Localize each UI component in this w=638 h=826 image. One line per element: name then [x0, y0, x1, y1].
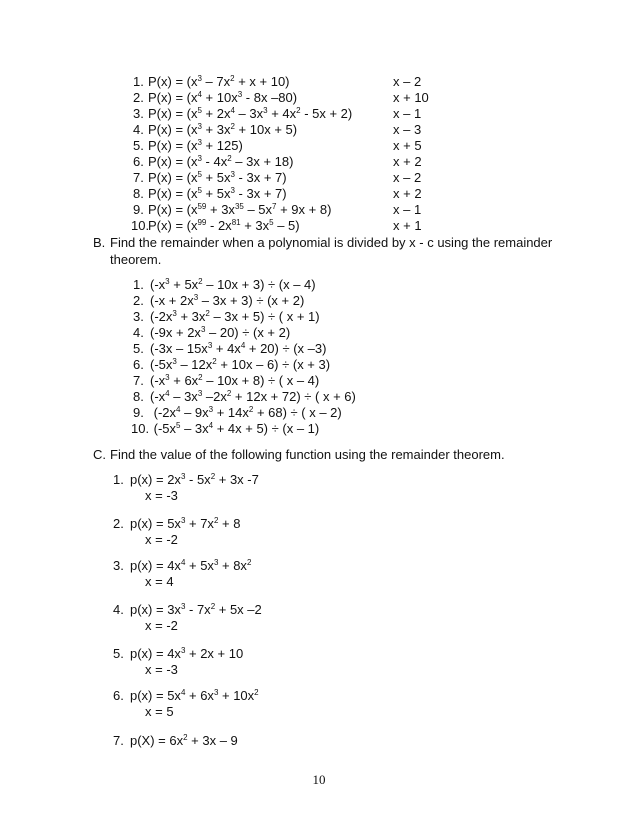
expression-part: P(x) = (x [148, 154, 198, 169]
division-expression [150, 325, 290, 340]
expression-part: P(x) = (x [148, 170, 198, 185]
expression-part: + 6x [185, 688, 214, 703]
exponent: 2 [183, 733, 188, 742]
item-number: 6. [133, 154, 144, 169]
expression-part: – 5x [243, 202, 273, 217]
expression-part: + 3x [176, 309, 206, 324]
expression-part: p(x) = 5x [130, 516, 181, 531]
x-value: x = 4 [145, 574, 174, 589]
polynomial-item [131, 218, 300, 233]
exponent: 2 [210, 602, 216, 611]
polynomial-item [133, 90, 297, 105]
item-number: 10. [131, 421, 150, 436]
expression-part: - 4x [201, 154, 228, 169]
divisor: x – 3 [393, 122, 422, 137]
expression-part: + 3x – 9 [187, 733, 238, 748]
division-item [133, 309, 320, 324]
polynomial-item [133, 122, 297, 137]
exponent: 2 [248, 405, 254, 414]
expression-part: + 10x [218, 688, 255, 703]
expression-part: - 3x + 7) [234, 170, 287, 185]
expression-part: + 12x + 72) ÷ ( x + 6) [231, 389, 356, 404]
expression-part: + 6x [169, 373, 199, 388]
expression-part: – 7x [201, 74, 231, 89]
section-b-label: B. [93, 235, 106, 250]
polynomial-expression [148, 202, 331, 217]
expression-part: + 10x + 5) [234, 122, 298, 137]
function-item [113, 516, 240, 531]
item-number: 1. [133, 277, 144, 292]
exponent: 2 [226, 389, 232, 398]
expression-part: p(x) = 5x [130, 688, 181, 703]
expression-part: – 12x [176, 357, 213, 372]
function-expression [130, 733, 238, 748]
exponent: 35 [234, 202, 244, 211]
exponent: 2 [296, 106, 301, 115]
divisor: x + 5 [393, 138, 422, 153]
polynomial-expression [148, 218, 300, 233]
expression-part: - 7x [185, 602, 211, 617]
exponent: 3 [180, 646, 186, 655]
x-value: x = -3 [145, 662, 178, 677]
expression-part: (-9x + 2x [150, 325, 201, 340]
polynomial-expression [148, 122, 297, 137]
divisor: x + 10 [393, 90, 429, 105]
expression-part: – 5) [273, 218, 300, 233]
division-item [133, 373, 319, 388]
expression-part: + 9x + 8) [276, 202, 332, 217]
expression-part: – 3x [180, 421, 209, 436]
expression-part: + 3x [240, 218, 270, 233]
exponent: 81 [231, 218, 241, 227]
exponent: 2 [213, 516, 219, 525]
exponent: 4 [230, 106, 235, 115]
expression-part: + 2x + 10 [185, 646, 244, 661]
division-expression [150, 309, 320, 324]
expression-part: P(x) = (x [148, 122, 198, 137]
item-number: 3. [133, 106, 144, 121]
item-number: 9. [133, 202, 144, 217]
division-item [133, 389, 356, 404]
expression-part: (-5x [150, 421, 176, 436]
expression-part: (-x [150, 389, 166, 404]
expression-part: P(x) = (x [148, 186, 198, 201]
polynomial-item [133, 202, 331, 217]
division-expression [150, 357, 330, 372]
division-item [131, 421, 319, 436]
function-expression [130, 558, 251, 573]
expression-part: + 4x [267, 106, 297, 121]
item-number: 2. [133, 90, 144, 105]
expression-part: – 10x + 3) ÷ (x – 4) [202, 277, 316, 292]
divisor: x + 2 [393, 186, 422, 201]
exponent: 3 [213, 558, 219, 567]
function-item [113, 558, 251, 573]
polynomial-expression [148, 90, 297, 105]
exponent: 3 [208, 405, 214, 414]
exponent: 3 [193, 293, 199, 302]
division-item [133, 341, 326, 356]
item-number: 4. [133, 122, 144, 137]
item-number: 2. [113, 516, 124, 531]
exponent: 3 [230, 170, 235, 179]
exponent: 3 [237, 90, 243, 99]
exponent: 3 [197, 122, 202, 131]
division-item [133, 357, 330, 372]
expression-part: P(x) = (x [148, 90, 198, 105]
exponent: 3 [172, 309, 177, 318]
divisor: x – 2 [393, 74, 422, 89]
expression-part: + 5x [185, 558, 214, 573]
function-expression [130, 602, 262, 617]
polynomial-expression [148, 154, 293, 169]
exponent: 7 [272, 202, 277, 211]
exponent: 3 [197, 138, 202, 147]
expression-part: – 3x + 3) ÷ (x + 2) [198, 293, 305, 308]
exponent: 3 [213, 688, 219, 697]
polynomial-item [133, 74, 290, 89]
exponent: 4 [176, 405, 181, 414]
x-value: x = -2 [145, 532, 178, 547]
exponent: 5 [269, 218, 274, 227]
expression-part: + 10x – 6) ÷ (x + 3) [216, 357, 331, 372]
division-expression [150, 405, 342, 420]
expression-part: (-2x [150, 309, 173, 324]
item-number: 4. [113, 602, 124, 617]
division-expression [150, 389, 356, 404]
function-item [113, 688, 259, 703]
item-number: 1. [133, 74, 144, 89]
item-number: 5. [113, 646, 124, 661]
expression-part: (-x [150, 277, 166, 292]
exponent: 4 [240, 341, 246, 350]
divisor: x + 2 [393, 154, 422, 169]
exponent: 2 [198, 277, 203, 286]
expression-part: - 8x –80) [242, 90, 298, 105]
item-number: 7. [133, 170, 144, 185]
expression-part: p(X) = 6x [130, 733, 184, 748]
exponent: 3 [180, 472, 186, 481]
exponent: 3 [172, 357, 177, 366]
section-c-title-text: Find the value of the following function using the remainder theorem. [110, 447, 505, 462]
expression-part: + 10x [201, 90, 238, 105]
divisor: x + 1 [393, 218, 422, 233]
exponent: 5 [176, 421, 181, 430]
exponent: 3 [263, 106, 268, 115]
exponent: 2 [254, 688, 259, 697]
polynomial-item [133, 154, 293, 169]
item-number: 7. [133, 373, 144, 388]
expression-part: + 5x [201, 170, 231, 185]
expression-part: + 7x [185, 516, 214, 531]
divisor: x – 1 [393, 202, 422, 217]
exponent: 59 [197, 202, 207, 211]
expression-part: + 3x -7 [215, 472, 259, 487]
exponent: 2 [227, 154, 232, 163]
expression-part: –2x [202, 389, 227, 404]
function-item [113, 472, 259, 487]
polynomial-item [133, 170, 287, 185]
expression-part: + x + 10) [234, 74, 290, 89]
exponent: 99 [197, 218, 207, 227]
expression-part: P(x) = (x [148, 218, 198, 233]
division-expression [150, 341, 326, 356]
division-item [133, 293, 304, 308]
page-number: 10 [312, 772, 326, 787]
exponent: 4 [165, 389, 170, 398]
divisor: x – 1 [393, 106, 422, 121]
exponent: 2 [198, 373, 203, 382]
function-expression [130, 472, 259, 487]
exponent: 2 [230, 122, 235, 131]
x-value: x = 5 [145, 704, 174, 719]
section-b-title-line2: theorem. [110, 252, 162, 267]
expression-part: (-5x [150, 357, 173, 372]
item-number: 5. [133, 138, 144, 153]
expression-part: (-x [150, 373, 166, 388]
item-number: 5. [133, 341, 144, 356]
expression-part: – 3x + 5) ÷ ( x + 1) [209, 309, 320, 324]
expression-part: + 5x [169, 277, 199, 292]
polynomial-expression [148, 186, 287, 201]
expression-part: + 5x –2 [215, 602, 262, 617]
item-number: 8. [133, 389, 144, 404]
exponent: 3 [200, 325, 206, 334]
exponent: 4 [208, 421, 214, 430]
expression-part: p(x) = 2x [130, 472, 181, 487]
exponent: 3 [165, 277, 170, 286]
expression-part: + 3x [206, 202, 235, 217]
expression-part: (-2x [150, 405, 176, 420]
item-number: 3. [133, 309, 144, 324]
expression-part: - 3x + 7) [234, 186, 287, 201]
exponent: 5 [197, 106, 202, 115]
item-number: 2. [133, 293, 144, 308]
exponent: 4 [197, 90, 202, 99]
division-expression [150, 421, 319, 436]
expression-part: + 8x [218, 558, 247, 573]
expression-part: P(x) = (x [148, 74, 198, 89]
item-number: 3. [113, 558, 124, 573]
division-expression [150, 277, 316, 292]
expression-part: – 10x + 8) ÷ ( x – 4) [202, 373, 320, 388]
x-value: x = -3 [145, 488, 178, 503]
expression-part: – 20) ÷ (x + 2) [205, 325, 291, 340]
polynomial-item [133, 186, 287, 201]
exponent: 2 [230, 74, 235, 83]
expression-part: - 5x [185, 472, 211, 487]
function-item [113, 733, 238, 748]
exponent: 4 [180, 558, 186, 567]
expression-part: + 2x [201, 106, 231, 121]
expression-part: - 5x + 2) [300, 106, 353, 121]
exponent: 2 [210, 472, 216, 481]
exponent: 3 [230, 186, 235, 195]
item-number: 6. [133, 357, 144, 372]
division-expression [150, 293, 304, 308]
function-expression [130, 688, 259, 703]
expression-part: (-3x – 15x [150, 341, 208, 356]
exponent: 3 [197, 389, 203, 398]
function-item [113, 602, 262, 617]
expression-part: P(x) = (x [148, 202, 198, 217]
function-expression [130, 516, 240, 531]
function-expression [130, 646, 243, 661]
item-number: 1. [113, 472, 124, 487]
division-item [133, 325, 290, 340]
exponent: 3 [180, 516, 186, 525]
item-number: 7. [113, 733, 124, 748]
expression-part: + 3x [201, 122, 231, 137]
expression-part: + 8 [218, 516, 241, 531]
item-number: 9. [133, 405, 144, 420]
section-b-title-line1: Find the remainder when a polynomial is divided by x - c using the remainder [110, 235, 553, 250]
expression-part: P(x) = (x [148, 106, 198, 121]
expression-part: + 14x [213, 405, 249, 420]
exponent: 2 [212, 357, 217, 366]
exponent: 4 [180, 688, 186, 697]
expression-part: – 3x [234, 106, 264, 121]
exponent: 5 [197, 170, 202, 179]
exponent: 3 [197, 154, 202, 163]
exponent: 3 [180, 602, 186, 611]
x-value: x = -2 [145, 618, 178, 633]
expression-part: + 4x + 5) ÷ (x – 1) [213, 421, 320, 436]
item-number: 6. [113, 688, 124, 703]
exponent: 2 [246, 558, 252, 567]
expression-part: + 20) ÷ (x –3) [245, 341, 327, 356]
polynomial-expression [148, 106, 352, 121]
polynomial-item [133, 106, 352, 121]
expression-part: + 68) ÷ ( x – 2) [253, 405, 342, 420]
exponent: 3 [165, 373, 170, 382]
division-item [133, 277, 316, 292]
expression-part: – 9x [180, 405, 209, 420]
expression-part: p(x) = 4x [130, 558, 181, 573]
exponent: 3 [207, 341, 213, 350]
expression-part: – 3x + 18) [231, 154, 294, 169]
polynomial-expression [148, 138, 243, 153]
section-c-label: C. [93, 447, 106, 462]
expression-part: + 125) [201, 138, 243, 153]
item-number: 10. [131, 218, 150, 233]
expression-part: - 2x [206, 218, 232, 233]
function-item [113, 646, 243, 661]
expression-part: – 3x [169, 389, 198, 404]
expression-part: p(x) = 3x [130, 602, 181, 617]
expression-part: + 4x [212, 341, 241, 356]
expression-part: P(x) = (x [148, 138, 198, 153]
item-number: 4. [133, 325, 144, 340]
exponent: 3 [197, 74, 202, 83]
divisor: x – 2 [393, 170, 422, 185]
expression-part: + 5x [201, 186, 231, 201]
division-expression [150, 373, 319, 388]
expression-part: p(x) = 4x [130, 646, 181, 661]
division-item [133, 405, 342, 420]
expression-part: (-x + 2x [150, 293, 194, 308]
polynomial-expression [148, 74, 290, 89]
exponent: 5 [197, 186, 202, 195]
exponent: 2 [205, 309, 210, 318]
item-number: 8. [133, 186, 144, 201]
polynomial-expression [148, 170, 287, 185]
polynomial-item [133, 138, 243, 153]
